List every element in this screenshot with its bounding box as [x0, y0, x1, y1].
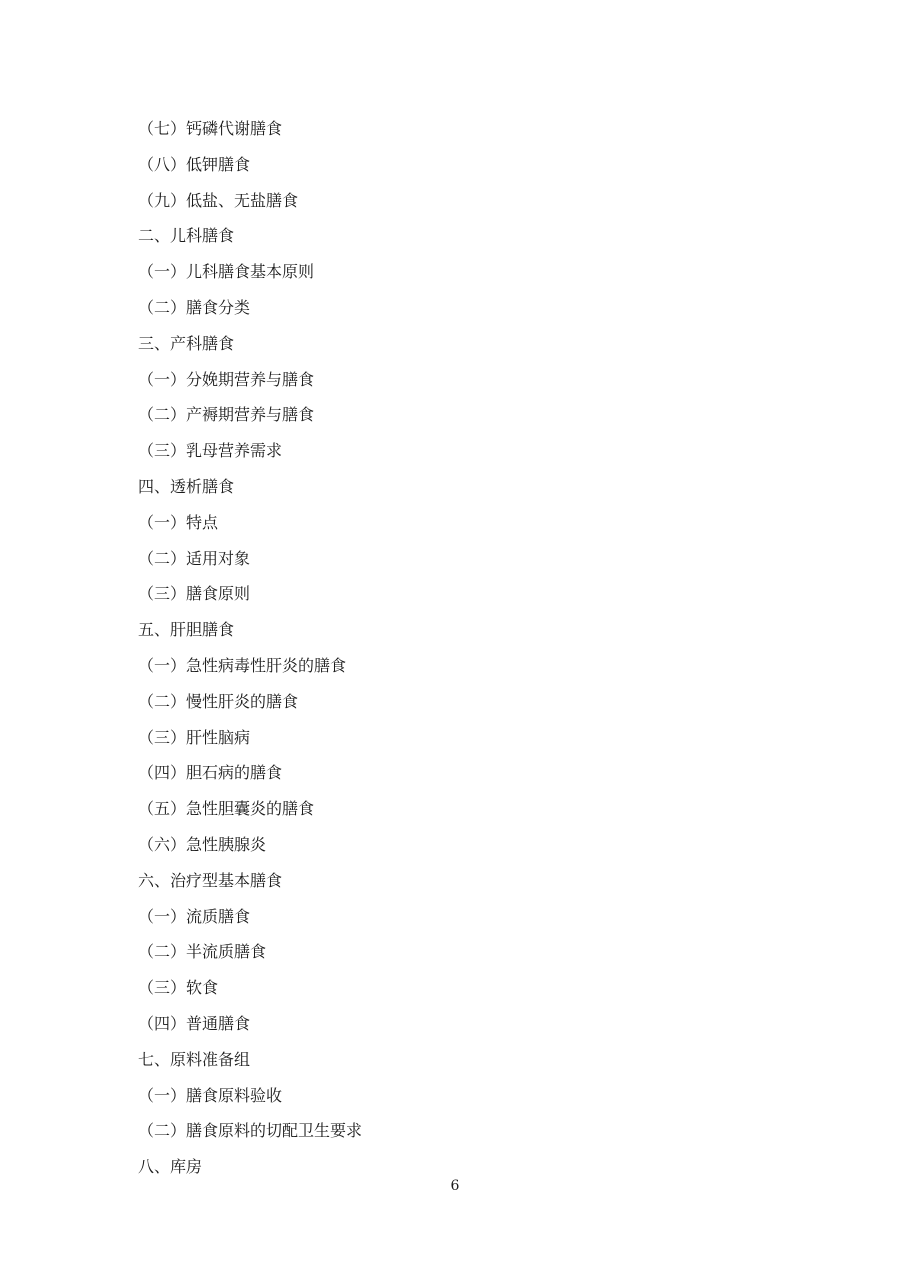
page-number: 6 [450, 1178, 460, 1194]
toc-section-heading: 五、肝胆膳食 [138, 620, 235, 640]
toc-entry: （一）儿科膳食基本原则 [138, 262, 315, 282]
toc-entry: （六）急性胰腺炎 [138, 834, 267, 854]
toc-entry: （八）低钾膳食 [138, 154, 251, 174]
toc-entry: （二）产褥期营养与膳食 [138, 405, 315, 425]
toc-section-heading: 二、儿科膳食 [138, 226, 235, 246]
toc-entry: （二）膳食原料的切配卫生要求 [138, 1121, 363, 1141]
toc-entry: （四）胆石病的膳食 [138, 763, 283, 783]
toc-section-heading: 四、透析膳食 [138, 476, 235, 496]
toc-section-heading: 八、库房 [138, 1157, 203, 1177]
toc-entry: （三）乳母营养需求 [138, 441, 283, 461]
toc-entry: （二）慢性肝炎的膳食 [138, 691, 299, 711]
toc-entry: （九）低盐、无盐膳食 [138, 190, 299, 210]
toc-entry: （七）钙磷代谢膳食 [138, 119, 283, 138]
toc-entry: （一）膳食原料验收 [138, 1085, 283, 1105]
toc-section-heading: 七、原料准备组 [138, 1049, 251, 1069]
toc-entry: （二）膳食分类 [138, 297, 251, 317]
toc-entry: （三）软食 [138, 978, 219, 998]
toc-section-heading: 六、治疗型基本膳食 [138, 870, 283, 890]
toc-entry: （一）分娩期营养与膳食 [138, 369, 315, 389]
toc-entry: （五）急性胆囊炎的膳食 [138, 799, 315, 819]
toc-entry: （二）半流质膳食 [138, 942, 267, 962]
toc-entry: （二）适用对象 [138, 548, 251, 568]
table-of-contents [138, 117, 362, 1191]
toc-entry: （三）膳食原则 [138, 584, 251, 604]
toc-section-heading: 三、产科膳食 [138, 333, 235, 353]
toc-entry: （一）特点 [138, 512, 219, 532]
toc-entry: （一）急性病毒性肝炎的膳食 [138, 655, 347, 675]
toc-entry: （四）普通膳食 [138, 1013, 251, 1033]
toc-entry: （一）流质膳食 [138, 906, 251, 926]
toc-entry: （三）肝性脑病 [138, 727, 251, 747]
